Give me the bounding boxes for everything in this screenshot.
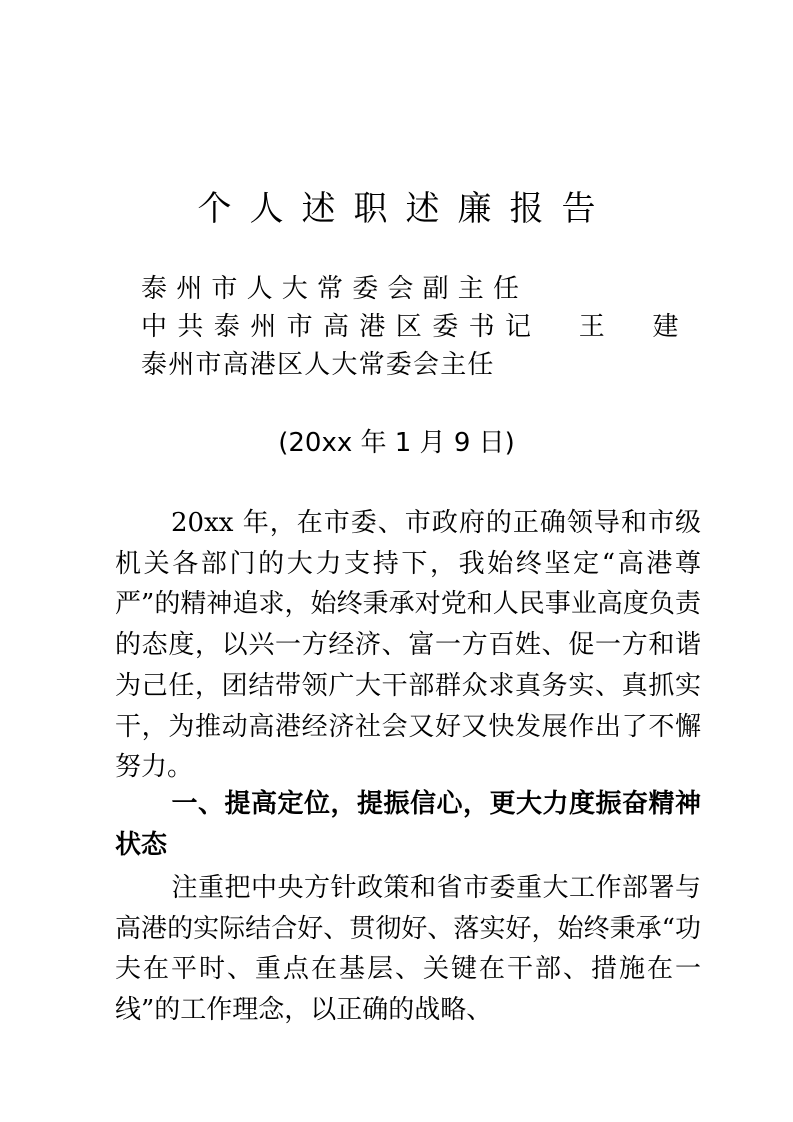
report-date: (20xx 年 1 月 9 日) — [278, 428, 515, 458]
author-line-1: 泰州市人大常委会副主任 — [141, 274, 529, 304]
author-line-2: 中共泰州市高港区委书记 王 建 — [141, 312, 689, 342]
section-1-heading — [115, 784, 701, 865]
body-paragraph-2 — [115, 868, 701, 1031]
body-paragraph-1 — [115, 503, 701, 788]
body-paragraph-2-text: 注重把中央方针政策和省市委重大工作部署与高港的实际结合好、贯彻好、落实好，始终秉承“功夫在平时、重点在基层、关键在干部、措施在一线”的工作理念，以正确的战略、 — [115, 873, 701, 1026]
author-line-3: 泰州市高港区人大常委会主任 — [141, 350, 495, 380]
section-1-heading-text: 一、提高定位，提振信心，更大力度振奋精神状态 — [115, 789, 701, 860]
document-title: 个人述职述廉报告 — [197, 189, 614, 229]
body-paragraph-1-text: 20xx 年，在市委、市政府的正确领导和市级机关各部门的大力支持下，我始终坚定“高港尊严”的精神追求，始终秉承对党和人民事业高度负责的态度，以兴一方经济、富一方百姓、促一方和谐为己任，团结带领广大干部群众求真务实、真抓实干，为推动高港经济社会又好又快发展作出了不懈努力。 — [115, 508, 701, 783]
